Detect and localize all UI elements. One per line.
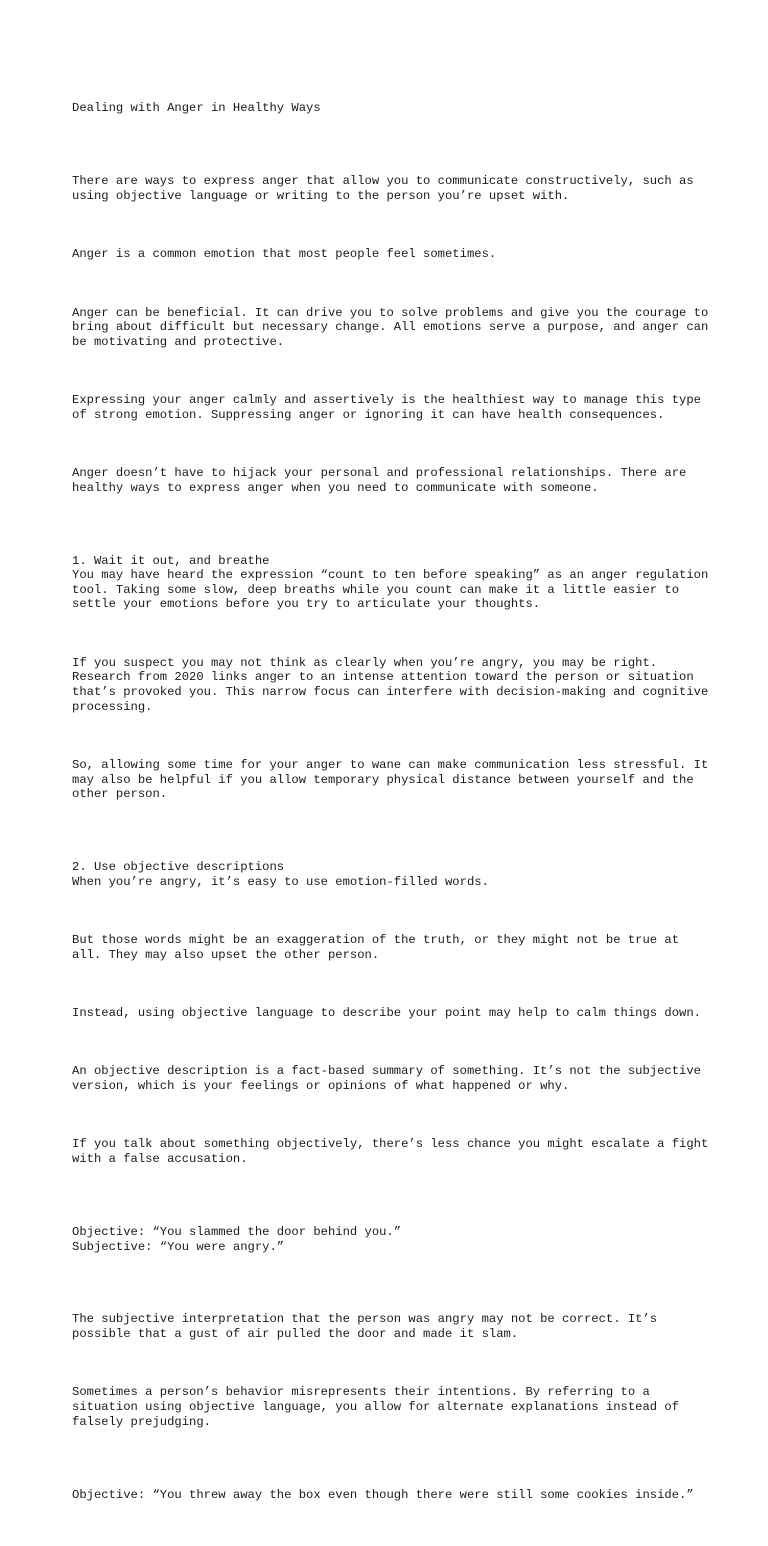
paragraph: Anger doesn’t have to hijack your personal and professional relationships. There are healthy ways to express anger when you need to communicate with someone. (72, 466, 694, 495)
paragraph: If you suspect you may not think as clearly when you’re angry, you may be right. Research from 2020 links anger to an intense attention toward the person or situation that’s provoked you. This narrow focus can interfere with decision-making and cognitive processing. (72, 655, 716, 714)
section-block (72, 860, 712, 889)
paragraph: The subjective interpretation that the person was angry may not be correct. It’s possible that a gust of air pulled the door and made it slam. (72, 1312, 665, 1342)
section-intro: You may have heard the expression “count to ten before speaking” as an anger regulation tool. Taking some slow, deep breaths while you count can make it a little easier to settle your emotions before you try to articulate your thoughts. (72, 568, 716, 612)
objective-example: Objective: “You threw away the box even though there were still some cookies inside.” (72, 1487, 694, 1502)
paragraph: Instead, using objective language to describe your point may help to calm things down. (72, 1006, 701, 1020)
section-heading: 1. Wait it out, and breathe (72, 553, 270, 568)
objective-example: Objective: “You slammed the door behind you.” (72, 1224, 402, 1239)
example-block (72, 1488, 712, 1503)
document-title: Dealing with Anger in Healthy Ways (72, 101, 321, 116)
paragraph: So, allowing some time for your anger to wane can make communication less stressful. It may also be helpful if you allow temporary physical distance between yourself and the other person. (72, 757, 716, 802)
document-body (72, 72, 716, 1546)
paragraph: Sometimes a person’s behavior misrepresents their intentions. By referring to a situation using objective language, you allow for alternate explanations instead of falsely prejudging. (72, 1385, 687, 1429)
section-heading: 2. Use objective descriptions (72, 860, 285, 875)
paragraph: If you talk about something objectively, there’s less chance you might escalate a fight with a false accusation. (72, 1137, 716, 1166)
section-block (72, 553, 716, 612)
paragraph: Anger can be beneficial. It can drive you to solve problems and give you the courage to bring about difficult but necessary change. All emotions serve a purpose, and anger can be motivating and protective. (72, 305, 716, 349)
example-block (72, 1225, 712, 1254)
paragraph: But those words might be an exaggeration of the truth, or they might not be true at all. They may also upset the other person. (72, 933, 687, 962)
section-intro: When you’re angry, it’s easy to use emotion-filled words. (72, 874, 489, 889)
paragraph: Expressing your anger calmly and assertively is the healthiest way to manage this type of strong emotion. Suppressing anger or ignoring it can have health consequences. (72, 393, 709, 422)
paragraph: Anger is a common emotion that most people feel sometimes. (72, 247, 497, 262)
subjective-example: Subjective: “You were angry.” (72, 1239, 285, 1254)
paragraph: An objective description is a fact-based summary of something. It’s not the subjective version, which is your feelings or opinions of what happened or why. (72, 1064, 709, 1093)
paragraph: There are ways to express anger that allow you to communicate constructively, such as using objective language or writing to the person you’re upset with. (72, 174, 701, 203)
